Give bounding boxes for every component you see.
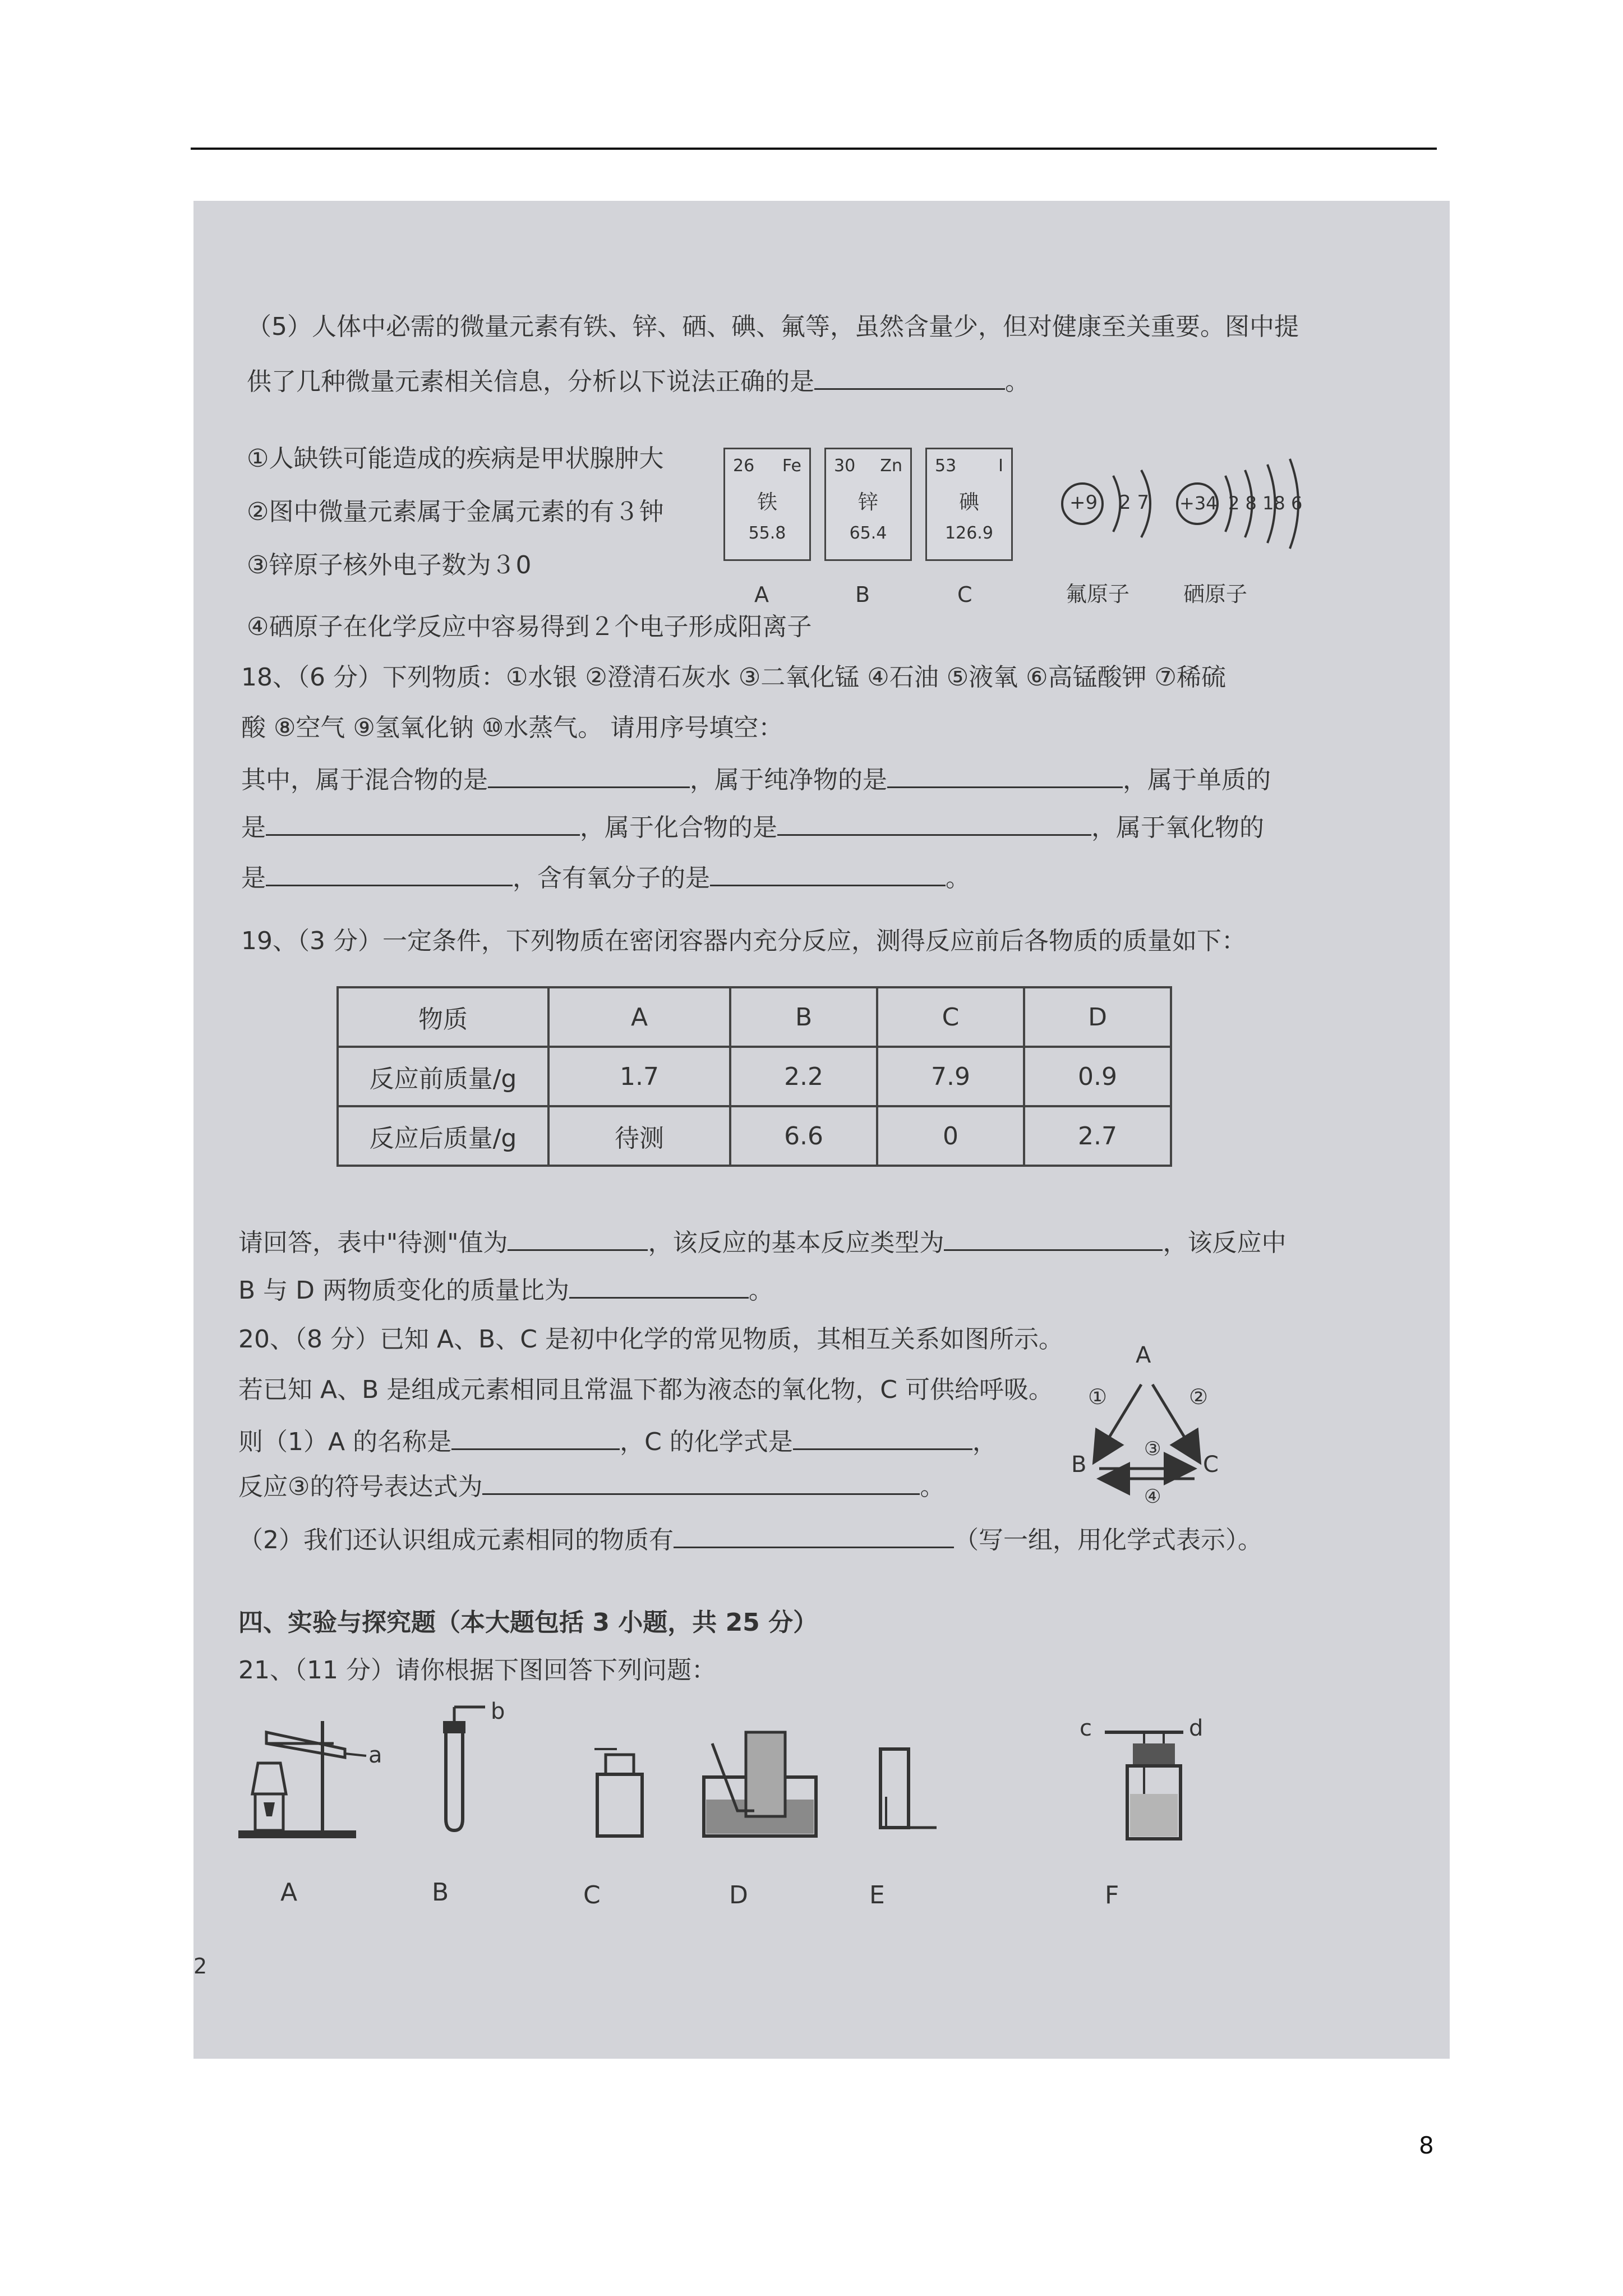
q5-blank[interactable] <box>814 364 1005 390</box>
q5-line1: （5）人体中必需的微量元素有铁、锌、硒、碘、氟等，虽然含量少，但对健康至关重要。图中提 <box>247 312 1299 341</box>
table-cell: 2.2 <box>730 1047 877 1106</box>
selenium-nucleus: +34 <box>1179 493 1218 514</box>
selenium-shells: 2 8 18 6 <box>1228 493 1303 514</box>
apparatus-e-bottle <box>869 1738 942 1833</box>
fluorine-shells: 2 7 <box>1119 491 1150 514</box>
q18-line5: 是 ，含有氧分子的是 。 <box>241 860 970 895</box>
fluorine-label: 氟原子 <box>1066 582 1130 606</box>
reaction-label-4: ④ <box>1144 1485 1161 1508</box>
selenium-label: 硒原子 <box>1183 582 1248 606</box>
q5-statement-2: ②图中微量元素属于金属元素的有３钟 <box>247 498 664 526</box>
c-formula-blank[interactable] <box>793 1424 972 1450</box>
port-label-b: b <box>491 1699 505 1724</box>
element-cell-zn: 30 Zn 锌 65.4 <box>824 448 912 561</box>
element-blank[interactable] <box>266 809 580 836</box>
q20-line2: 若已知 A、B 是组成元素相同且常温下都为液态的氧化物，C 可供给呼吸。 <box>238 1375 1053 1404</box>
q5-statement-3: ③锌原子核外电子数为３0 <box>247 551 532 579</box>
table-cell: 反应后质量/g <box>338 1106 548 1166</box>
mass-table <box>336 986 1172 1167</box>
diagram-node-a: A <box>1136 1342 1151 1368</box>
q20-line5: （2）我们还认识组成元素相同的物质有 （写一组，用化学式表示）。 <box>238 1522 1262 1557</box>
diagram-node-c: C <box>1203 1452 1219 1478</box>
a-name-blank[interactable] <box>451 1424 620 1450</box>
table-cell: 待测 <box>548 1106 730 1166</box>
apparatus-a-retort-stand <box>233 1704 379 1844</box>
mixture-blank[interactable] <box>488 762 690 788</box>
oxygen-molecule-blank[interactable] <box>710 860 946 886</box>
table-cell: 0.9 <box>1024 1047 1171 1106</box>
q19-title: 19、（3 分）一定条件，下列物质在密闭容器内充分反应，测得反应前后各物质的质量如下： <box>241 927 1246 955</box>
same-element-blank[interactable] <box>674 1522 954 1548</box>
pending-value-blank[interactable] <box>508 1225 648 1251</box>
oxide-blank[interactable] <box>266 860 513 886</box>
element-cell-fe: 26 Fe 铁 55.8 <box>723 448 811 561</box>
exam-photo <box>193 201 1450 2059</box>
q18-line2: 酸 ⑧空气 ⑨氢氧化钠 ⑩水蒸气。 请用序号填空： <box>241 714 783 742</box>
q18-line4: 是 ，属于化合物的是 ，属于氧化物的 <box>241 809 1264 845</box>
apparatus-label-a: A <box>280 1878 298 1907</box>
table-header-cell: A <box>548 987 730 1047</box>
apparatus-label-e: E <box>869 1881 885 1910</box>
reaction-label-3: ③ <box>1144 1438 1161 1460</box>
cell-label-c: C <box>957 582 972 607</box>
mass-ratio-blank[interactable] <box>569 1272 749 1299</box>
q19-answer-line2: B 与 D 两物质变化的质量比为 。 <box>238 1272 773 1308</box>
margin-mark: 2 <box>193 1954 208 1978</box>
table-cell: 0 <box>877 1106 1024 1166</box>
diagram-node-b: B <box>1071 1452 1087 1478</box>
header-rule <box>191 148 1437 150</box>
table-row <box>338 1106 1171 1166</box>
apparatus-label-c: C <box>583 1881 601 1910</box>
q19-answer-line1: 请回答，表中"待测"值为 ，该反应的基本反应类型为 ，该反应中 <box>238 1225 1286 1260</box>
table-header-cell: 物质 <box>338 987 548 1047</box>
port-label-d: d <box>1189 1715 1204 1741</box>
table-cell: 7.9 <box>877 1047 1024 1106</box>
pure-blank[interactable] <box>887 762 1123 788</box>
q20-line1: 20、（8 分）已知 A、B、C 是初中化学的常见物质，其相互关系如图所示。 <box>238 1325 1063 1354</box>
apparatus-f-wash-bottle <box>1080 1710 1225 1850</box>
table-cell: 6.6 <box>730 1106 877 1166</box>
apparatus-label-f: F <box>1105 1881 1119 1910</box>
table-cell: 反应前质量/g <box>338 1047 548 1106</box>
table-header-cell: D <box>1024 987 1171 1047</box>
table-row <box>338 1047 1171 1106</box>
table-cell: 2.7 <box>1024 1106 1171 1166</box>
table-header-cell: B <box>730 987 877 1047</box>
q18-line1: 18、（6 分）下列物质：①水银 ②澄清石灰水 ③二氧化锰 ④石油 ⑤液氧 ⑥高锰酸钾 ⑦稀硫 <box>241 663 1227 692</box>
port-label-a: a <box>368 1742 382 1768</box>
apparatus-label-b: B <box>432 1878 449 1907</box>
section4-title: 四、实验与探究题（本大题包括 3 小题，共 25 分） <box>238 1608 818 1637</box>
page-number: 8 <box>1419 2132 1434 2159</box>
reaction-label-1: ① <box>1088 1384 1108 1409</box>
cell-label-b: B <box>855 582 870 607</box>
q20-line3: 则（1）A 的名称是 ，C 的化学式是 ， <box>238 1424 997 1459</box>
table-row <box>338 987 1171 1047</box>
q5-statement-4: ④硒原子在化学反应中容易得到２个电子形成阳离子 <box>247 613 812 641</box>
q21-prompt: 21、（11 分）请你根据下图回答下列问题： <box>238 1656 716 1685</box>
reaction-label-2: ② <box>1189 1384 1209 1409</box>
cell-label-a: A <box>754 582 769 607</box>
q20-line4: 反应③的符号表达式为 。 <box>238 1469 944 1504</box>
apparatus-b-test-tube <box>429 1699 496 1833</box>
port-label-c: c <box>1080 1715 1092 1741</box>
q5-statement-1: ①人缺铁可能造成的疾病是甲状腺肿大 <box>247 444 664 473</box>
element-cell-i: 53 I 碘 126.9 <box>925 448 1013 561</box>
reaction-type-blank[interactable] <box>944 1225 1163 1251</box>
q5-line2: 供了几种微量元素相关信息，分析以下说法正确的是 。 <box>247 364 1030 399</box>
q18-line3: 其中，属于混合物的是 ，属于纯净物的是 ，属于单质的 <box>241 762 1271 797</box>
table-cell: 1.7 <box>548 1047 730 1106</box>
apparatus-d-water-trough <box>698 1727 827 1839</box>
fluorine-nucleus: +9 <box>1069 491 1098 514</box>
table-header-cell: C <box>877 987 1024 1047</box>
apparatus-c-gas-bottle <box>583 1738 656 1839</box>
compound-blank[interactable] <box>777 809 1091 836</box>
apparatus-label-d: D <box>729 1881 748 1910</box>
reaction3-blank[interactable] <box>482 1469 920 1495</box>
